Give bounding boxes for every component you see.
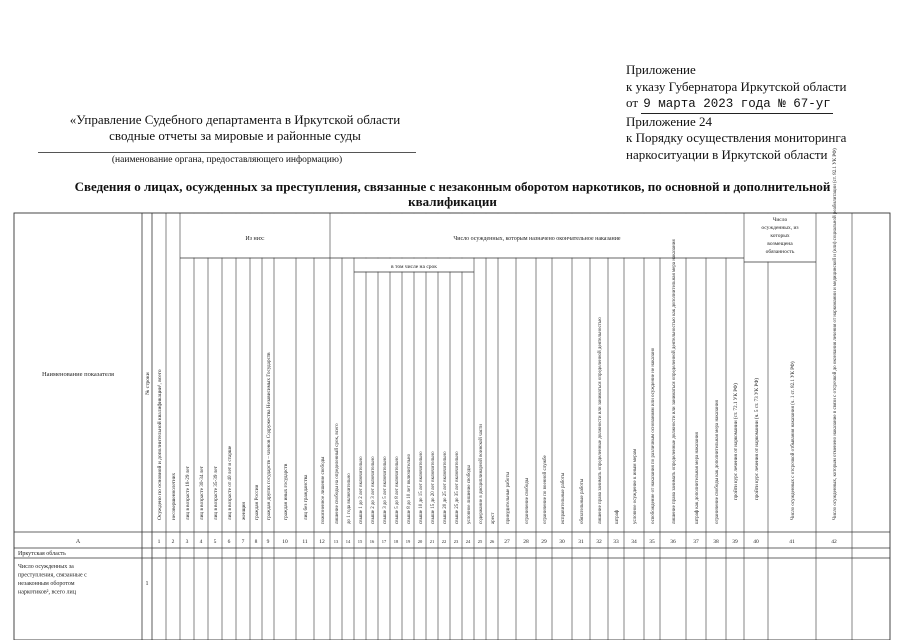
column-number: 9 [266,539,270,545]
column-number: 42 [831,539,837,545]
column-number: 29 [541,539,547,545]
appendix-line: Приложение [626,62,696,77]
region-label: Иркутская область [18,551,66,557]
column-number: 6 [227,539,231,545]
column-number: 22 [441,539,447,544]
penalty-column-header: содержание в дисциплинарной воинской части [479,424,484,524]
penalty-column-header: арест [491,512,496,524]
penalty-column-header: обязательные работы [580,478,585,524]
data-row-label: Число осужденных за [18,564,74,570]
penalty-column-header: принудительные работы [506,472,511,524]
column-number: 5 [213,539,217,545]
column-number: 13 [333,539,339,544]
column-number: 33 [613,539,619,545]
column-number: 4 [199,539,203,545]
penalty-column-header: лишение права занимать определенные должности или заниматься определенной деятельностью [598,317,603,524]
group-header: Число [772,217,788,223]
group-header: Число осужденных, которым назначено окончательное наказание [453,236,621,242]
penalty-column-header: штраф [615,509,620,524]
order-prefix: от [626,95,639,110]
group-header: осужденных, из [761,225,799,231]
column-number: 3 [185,539,189,545]
penalty-column-header: условное осуждение к иным мерам [633,448,638,524]
column-number: 11 [302,539,308,545]
column-number: 1 [157,539,161,545]
obligation-column-header: пройти курс лечения от наркомании (ст. 72.1 УК РФ) [733,383,739,500]
column-number: 31 [578,539,584,545]
column-number: 35 [649,539,655,545]
org-caption: (наименование органа, предоставляющего информацию) [111,155,343,165]
penalty-column-header: свыше 20 до 25 лет включительно [443,451,448,524]
penalty-column-header: условное лишение свободы [467,465,472,524]
column-number: 2 [171,539,175,545]
group-header: обязанность [765,249,795,255]
of-them-column-header: несовершеннолетних [171,472,177,520]
penalty-column-header: свыше 8 до 10 лет включительно [407,453,412,524]
column-number: 34 [631,539,637,545]
row-number-header: № строки [145,372,151,395]
penalty-column-header: исправительные работы [561,472,566,524]
column-number: 12 [319,539,325,545]
column-number: 38 [713,539,719,545]
penalty-column-header: свыше 2 до 3 лет включительно [371,456,376,524]
column-number: 41 [789,539,795,545]
group-header: в том числе на срок [391,264,437,270]
column-number: 20 [417,539,423,544]
last-column-header: Число осужденных, которым отменено наказание в связи с отсрочкой до окончания лечения от наркомании и медицинской и (или) социальной реабилитации (ст. 82.1 УК РФ) [833,148,838,520]
column-number: 15 [357,539,363,544]
column-number: 21 [429,539,435,544]
penalty-column-header: ограничение свободы как дополнительная мера наказания [715,400,720,524]
column-number: 8 [254,539,258,545]
penalty-column-header: штраф как дополнительная мера наказания [695,432,700,524]
total-header: Осуждено по основной и дополнительной квалификации¹, всего [157,369,163,520]
penalty-column-header: свыше 15 до 20 лет включительно [431,451,436,524]
indicator-header: Наименование показателя [41,371,115,378]
column-number: А [75,539,81,545]
column-number: 14 [345,539,351,544]
title-line: Сведения о лицах, осужденных за преступления, связанные с незаконным оборотом наркотиков, по основной и дополнительной [74,179,831,194]
penalty-column-header: пожизненное лишение свободы [321,456,326,524]
column-number: 18 [393,539,399,544]
appendix-line: наркоситуации в Иркутской области [626,146,828,162]
of-them-column-header: лиц в возрасте 18-29 лет [185,466,191,520]
of-them-column-header: граждан иных государств [283,463,289,520]
data-row-label: незаконным оборотом [18,581,75,587]
order-number: 9 марта 2023 года № 67-уг [641,96,833,114]
of-them-column-header: лиц в возрасте 30-34 лет [199,466,205,520]
penalty-column-header: свыше 10 до 15 лет включительно [419,451,424,524]
data-row-number: 1 [145,581,149,587]
column-number: 39 [732,539,738,545]
column-number: 24 [465,539,471,544]
penalty-column-header: до 1 года включительно [347,473,352,524]
title-line: квалификации [408,194,497,209]
column-number: 17 [381,539,387,544]
column-number: 36 [670,539,676,545]
obligation-column-header: пройти курс лечения от наркомании (ч. 5 ст. 73 УК РФ) [754,377,760,500]
penalty-column-header: лишение свободы на определенный срок, всего [335,423,340,524]
column-number: 28 [523,539,529,545]
column-number: 7 [241,539,245,545]
of-them-column-header: лиц в возрасте от 40 лет и старше [227,445,233,520]
of-them-column-header: граждан других государств – членов Содружества Независимых Государств [266,352,272,520]
appendix-line: Приложение 24 [626,113,713,129]
column-number: 10 [282,539,288,545]
column-number: 25 [477,539,483,544]
column-number: 16 [369,539,375,544]
last-column-header: Число осужденных с отсрочкой отбывания наказания (ч. 1 ст. 82.1 УК РФ) [791,361,796,520]
data-row-label: преступления, связанные с [18,572,87,579]
of-them-column-header: граждан России [254,484,260,520]
penalty-column-header: ограничение по военной службе [543,455,548,524]
column-number: 19 [405,539,411,544]
appendix-line: к Порядку осуществления мониторинга [626,130,847,145]
penalty-column-header: свыше 25 до 35 лет включительно [455,451,460,524]
penalty-column-header: лишение права занимать определенные должности или заниматься определенной деятельностью как дополнительная мера наказания [672,239,677,524]
column-number: 37 [693,539,699,545]
penalty-column-header: свыше 3 до 5 лет включительно [383,456,388,524]
data-row-label: наркотиков², всего лиц [18,589,76,596]
column-number: 26 [489,539,495,544]
column-number: 23 [453,539,459,544]
column-number: 32 [596,539,602,545]
group-header: Из них: [245,236,265,242]
of-them-column-header: женщин [241,501,247,520]
of-them-column-header: лиц без гражданства [303,474,309,520]
group-header: возмещена [767,241,793,247]
penalty-column-header: освобождение от наказания по различным основаниям или осуждение не наказано [651,347,656,524]
org-line: сводные отчеты за мировые и районные суды [109,128,361,143]
column-number: 27 [504,539,510,545]
column-number: 30 [559,539,565,545]
org-line: «Управление Судебного департамента в Иркутской области [69,112,401,127]
of-them-column-header: лиц в возрасте 35-39 лет [213,466,219,520]
penalty-column-header: свыше 5 до 8 лет включительно [395,456,400,524]
column-number: 40 [753,539,759,545]
penalty-column-header: ограничение свободы [525,477,530,524]
group-header: которых [770,233,790,239]
appendix-line: к указу Губернатора Иркутской области [626,78,847,94]
penalty-column-header: свыше 1 до 2 лет включительно [359,456,364,524]
